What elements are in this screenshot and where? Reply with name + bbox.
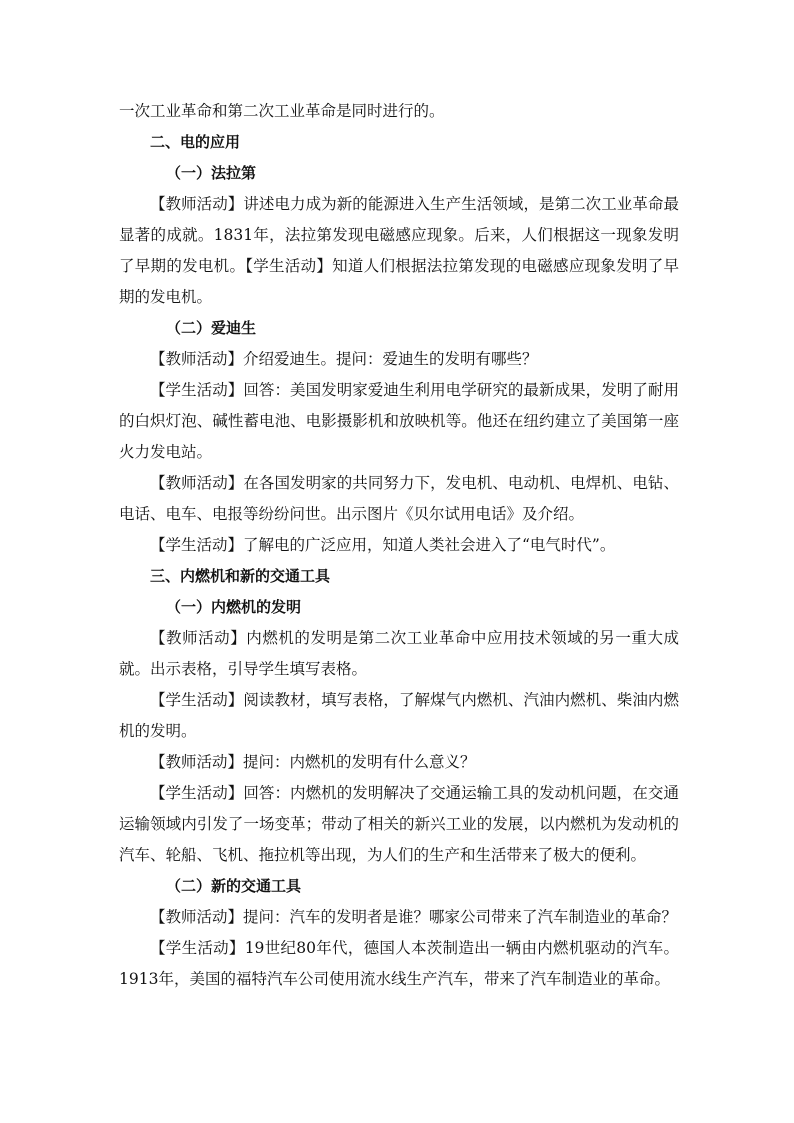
- paragraph-transport-question: 【教师活动】提问：汽车的发明者是谁？哪家公司带来了汽车制造业的革命？: [150, 908, 678, 926]
- paragraph-edison-teacher: 【教师活动】介绍爱迪生。提问：爱迪生的发明有哪些？: [150, 350, 538, 368]
- paragraph-transport-answer: 【学生活动】19世纪80年代，德国人本茨制造出一辆由内燃机驱动的汽车。1913年，美国的福特汽车公司使用流水线生产汽车，带来了汽车制造业的革命。: [119, 939, 679, 988]
- paragraph-edison-student: 【学生活动】回答：美国发明家爱迪生利用电学研究的最新成果，发明了耐用的白炽灯泡、碱性蓄电池、电影摄影机和放映机等。他还在纽约建立了美国第一座火力发电站。: [119, 381, 679, 461]
- paragraph-faraday-activity: 【教师活动】讲述电力成为新的能源进入生产生活领域，是第二次工业革命最显著的成就。1831年，法拉第发现电磁感应现象。后来，人们根据这一现象发明了早期的发电机。【学生活动】知道人们根据法拉第发现的电磁感应现象发明了早期的发电机。: [119, 195, 679, 306]
- paragraph-engine-question: 【教师活动】提问：内燃机的发明有什么意义？: [150, 753, 476, 771]
- subheading-faraday: （一）法拉第: [166, 164, 257, 182]
- subheading-new-transport: （二）新的交通工具: [166, 877, 302, 895]
- paragraph-engine-student: 【学生活动】阅读教材，填写表格，了解煤气内燃机、汽油内燃机、柴油内燃机的发明。: [119, 691, 679, 740]
- paragraph-electric-inventions: 【教师活动】在各国发明家的共同努力下，发电机、电动机、电焊机、电钻、电话、电车、电报等纷纷问世。出示图片《贝尔试用电话》及介绍。: [119, 474, 679, 523]
- subheading-edison: （二）爱迪生: [166, 319, 257, 337]
- section-heading-combustion-engine: 三、内燃机和新的交通工具: [150, 567, 331, 585]
- paragraph-engine-answer: 【学生活动】回答：内燃机的发明解决了交通运输工具的发动机问题，在交通运输领域内引发了一场变革；带动了相关的新兴工业的发展，以内燃机为发动机的汽车、轮船、飞机、拖拉机等出现，为人们的生产和生活带来了极大的便利。: [119, 784, 679, 864]
- document-body: [119, 96, 679, 995]
- paragraph-engine-teacher: 【教师活动】内燃机的发明是第二次工业革命中应用技术领域的另一重大成就。出示表格，引导学生填写表格。: [119, 629, 679, 678]
- section-heading-electricity: 二、电的应用: [150, 133, 241, 151]
- paragraph-electric-age: 【学生活动】了解电的广泛应用，知道人类社会进入了“电气时代”。: [150, 536, 616, 554]
- paragraph-continuation: 一次工业革命和第二次工业革命是同时进行的。: [119, 102, 445, 120]
- subheading-engine-invention: （一）内燃机的发明: [166, 598, 302, 616]
